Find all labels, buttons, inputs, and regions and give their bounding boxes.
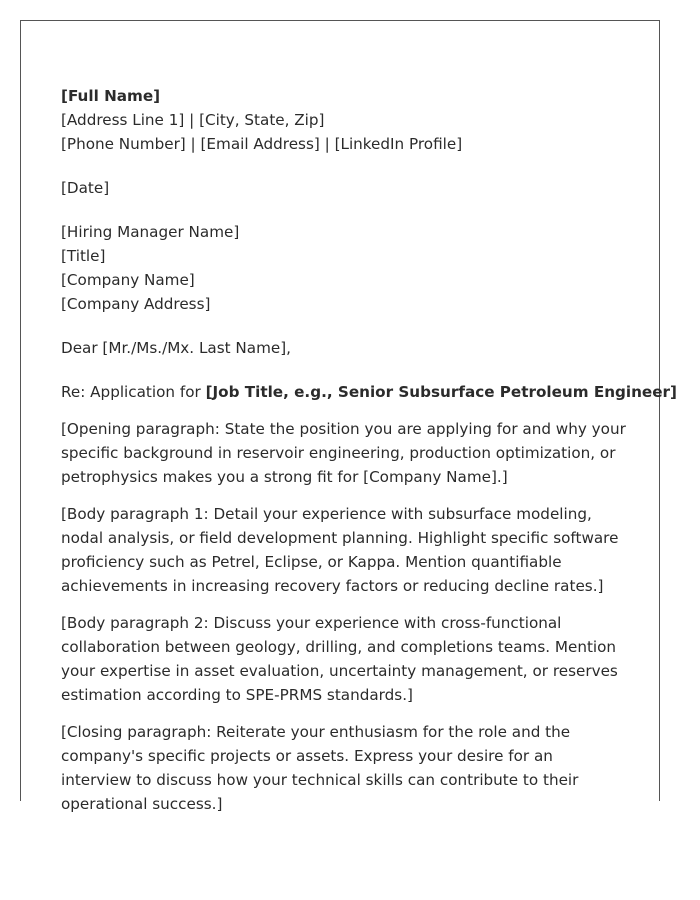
- sender-name: [Full Name]: [61, 87, 161, 105]
- recipient-block: [61, 220, 626, 316]
- salutation-block: [61, 336, 626, 360]
- recipient-name: [Hiring Manager Name]: [61, 223, 240, 241]
- subject-prefix: Re: Application for: [61, 383, 206, 401]
- sender-address: [Address Line 1] | [City, State, Zip]: [61, 111, 325, 129]
- recipient-address: [Company Address]: [61, 295, 211, 313]
- recipient-company: [Company Name]: [61, 271, 195, 289]
- body-paragraph-2: [Body paragraph 2: Discuss your experience with cross-functional collaboration between geology, drilling, and completions teams. Mention your expertise in asset evaluation, uncertainty management, or reserves estimation according to SPE-PRMS standards.]: [61, 614, 618, 704]
- date-block: [61, 176, 626, 200]
- sender-block: [61, 84, 626, 156]
- letter-page: [20, 20, 677, 813]
- salutation: Dear [Mr./Ms./Mx. Last Name],: [61, 339, 291, 357]
- subject-job-title: [Job Title, e.g., Senior Subsurface Petroleum Engineer]: [205, 383, 677, 401]
- letter-date: [Date]: [61, 179, 110, 197]
- recipient-title: [Title]: [61, 247, 106, 265]
- body-paragraph-1: [Body paragraph 1: Detail your experience with subsurface modeling, nodal analysis, or field development planning. Highlight specific software proficiency such as Petrel, Eclipse, or Kappa. Mention quantifiable achievements in increasing recovery factors or reducing decline rates.]: [61, 505, 619, 595]
- closing-paragraph: [Closing paragraph: Reiterate your enthusiasm for the role and the company's specific projects or assets. Express your desire for an interview to discuss how your technical skills can contribute to their operational success.]: [61, 723, 579, 813]
- sender-contact: [Phone Number] | [Email Address] | [LinkedIn Profile]: [61, 135, 463, 153]
- letter-content: [61, 84, 677, 816]
- subject-line: [61, 380, 677, 404]
- opening-paragraph: [Opening paragraph: State the position you are applying for and why your specific background in reservoir engineering, production optimization, or petrophysics makes you a strong fit for [Company Name].]: [61, 420, 626, 486]
